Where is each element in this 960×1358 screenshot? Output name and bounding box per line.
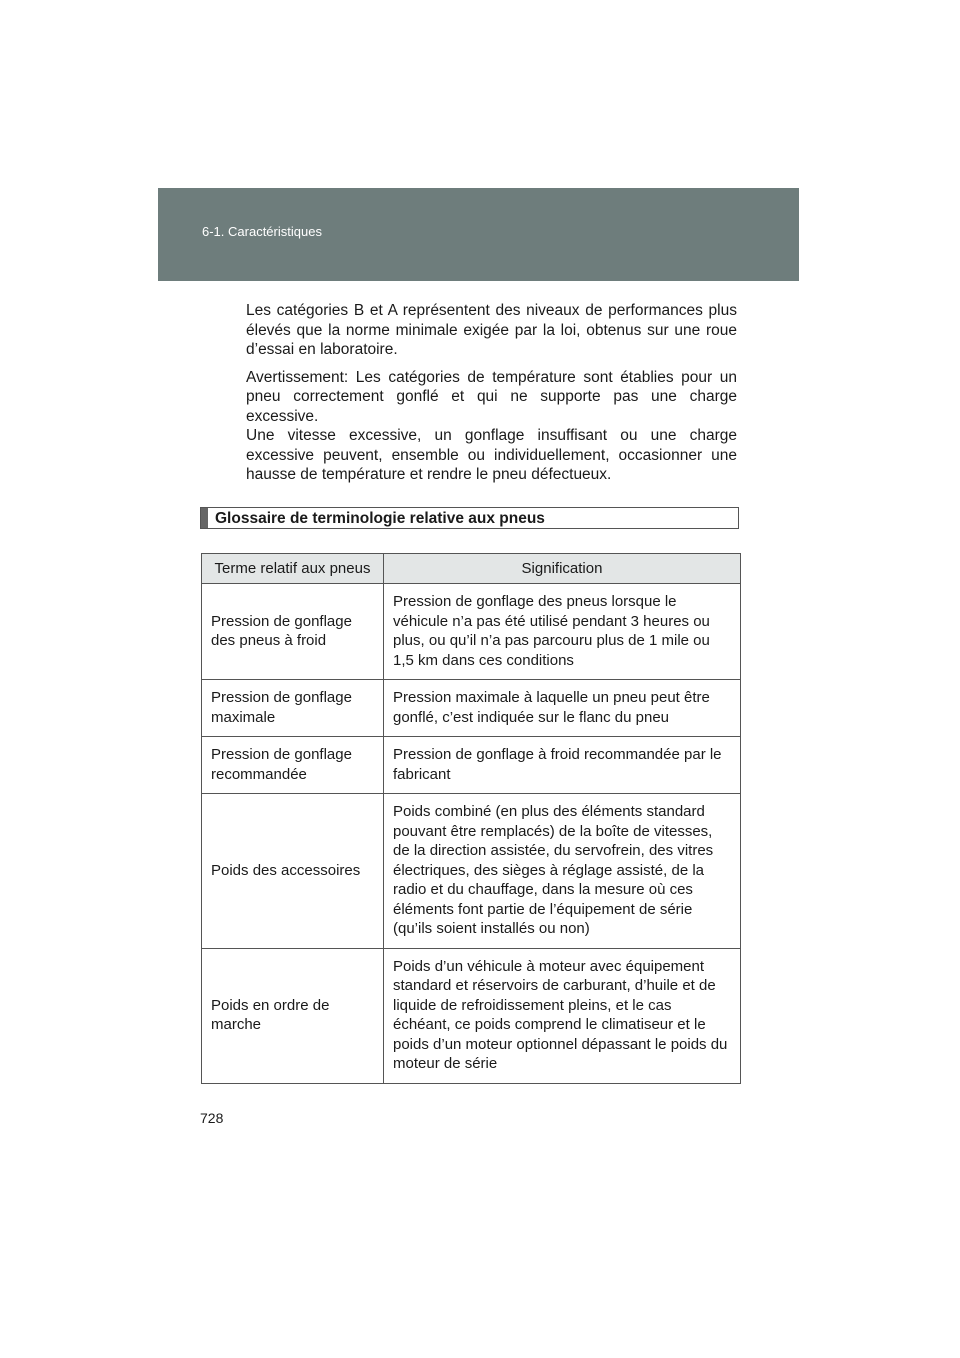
meaning-cell: Poids d’un véhicule à moteur avec équipement standard et réservoirs de carburant, d’huile et de liquide de refroidissement pleins, et le cas échéant, ce poids comprend le climatiseur et le poids d’un moteur optionnel dépassant le poids du moteur de série <box>384 948 741 1083</box>
meaning-cell: Pression maximale à laquelle un pneu peut être gonflé, c’est indiquée sur le flanc du pneu <box>384 680 741 737</box>
term-cell: Pression de gonflage des pneus à froid <box>202 584 384 680</box>
page-number: 728 <box>200 1110 224 1126</box>
meaning-cell: Pression de gonflage à froid recommandée par le fabricant <box>384 737 741 794</box>
glossary-heading <box>200 507 739 529</box>
intro-text <box>246 301 737 493</box>
term-cell: Poids des accessoires <box>202 794 384 949</box>
meaning-cell: Poids combiné (en plus des éléments standard pouvant être remplacés) de la boîte de vitesses, de la direction assistée, du servofrein, des vitres électriques, des sièges à réglage assisté, de la radio et du chauffage, dans la mesure où ces éléments font partie de l’équipement de série (qu’ils soient installés ou non) <box>384 794 741 949</box>
table-row <box>202 584 741 680</box>
column-header-meaning: Signification <box>384 554 741 584</box>
term-cell: Pression de gonflage recommandée <box>202 737 384 794</box>
chapter-header-band <box>158 188 799 281</box>
table-header-row <box>202 554 741 584</box>
glossary-table <box>201 553 741 1084</box>
table-row <box>202 794 741 949</box>
table-row <box>202 737 741 794</box>
glossary-title: Glossaire de terminologie relative aux pneus <box>215 510 545 527</box>
intro-paragraph: Une vitesse excessive, un gonflage insuffisant ou une charge excessive peuvent, ensemble ou individuellement, occasionner une hausse de température et rendre le pneu défectueux. <box>246 427 737 483</box>
term-cell: Pression de gonflage maximale <box>202 680 384 737</box>
column-header-term: Terme relatif aux pneus <box>202 554 384 584</box>
intro-paragraph: Les catégories B et A représentent des niveaux de performances plus élevés que la norme minimale exigée par la loi, obtenus sur une roue d’essai en laboratoire. <box>246 302 737 358</box>
intro-paragraph: Avertissement: Les catégories de température sont établies pour un pneu correctement gonflé et qui ne supporte pas une charge excessive. <box>246 368 737 425</box>
heading-accent-bar <box>201 508 208 528</box>
table-row <box>202 680 741 737</box>
term-cell: Poids en ordre de marche <box>202 948 384 1083</box>
meaning-cell: Pression de gonflage des pneus lorsque le véhicule n’a pas été utilisé pendant 3 heures ou plus, ou qu’il n’a pas parcouru plus de 1 mile ou 1,5 km dans ces conditions <box>384 584 741 680</box>
table-row <box>202 948 741 1083</box>
section-label: 6-1. Caractéristiques <box>202 224 322 239</box>
